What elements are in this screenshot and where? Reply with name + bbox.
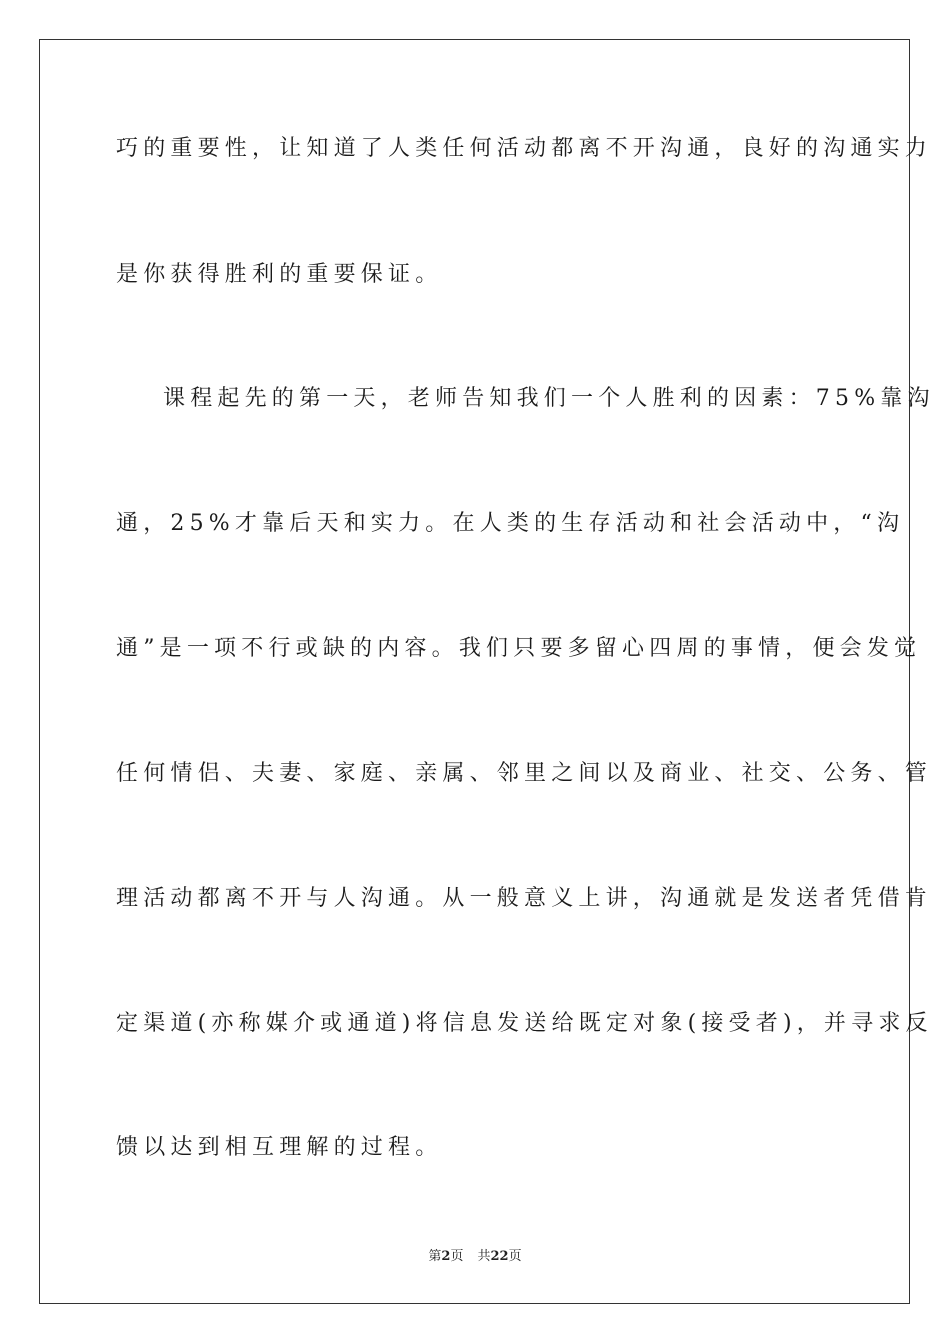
paragraph-line-indented: 课程起先的第一天，老师告知我们一个人胜利的因素：75%靠沟 <box>163 386 935 411</box>
page-border <box>39 39 935 1304</box>
paragraph-line: 是你获得胜利的重要保证。 <box>116 262 443 287</box>
paragraph-line: 巧的重要性，让知道了人类任何活动都离不开沟通，良好的沟通实力 <box>116 136 933 161</box>
paragraph-line: 定渠道(亦称媒介或通道)将信息发送给既定对象(接受者)，并寻求反 <box>116 1011 933 1036</box>
total-suffix: 页 <box>508 1249 522 1264</box>
page-number: 2 <box>441 1249 451 1264</box>
page-footer <box>0 1248 950 1266</box>
total-pages: 22 <box>490 1249 509 1264</box>
paragraph-line: 理活动都离不开与人沟通。从一般意义上讲，沟通就是发送者凭借肯 <box>116 886 933 911</box>
paragraph-line: 通，25%才靠后天和实力。在人类的生存活动和社会活动中，“沟 <box>116 511 905 536</box>
paragraph-line: 通”是一项不行或缺的内容。我们只要多留心四周的事情，便会发觉 <box>116 636 922 661</box>
paragraph-line: 任何情侣、夫妻、家庭、亲属、邻里之间以及商业、社交、公务、管 <box>116 761 933 786</box>
page-suffix: 页 <box>450 1249 464 1264</box>
paragraph-line: 馈以达到相互理解的过程。 <box>116 1135 443 1160</box>
page-prefix: 第 <box>428 1249 442 1264</box>
total-prefix: 共 <box>477 1249 491 1264</box>
